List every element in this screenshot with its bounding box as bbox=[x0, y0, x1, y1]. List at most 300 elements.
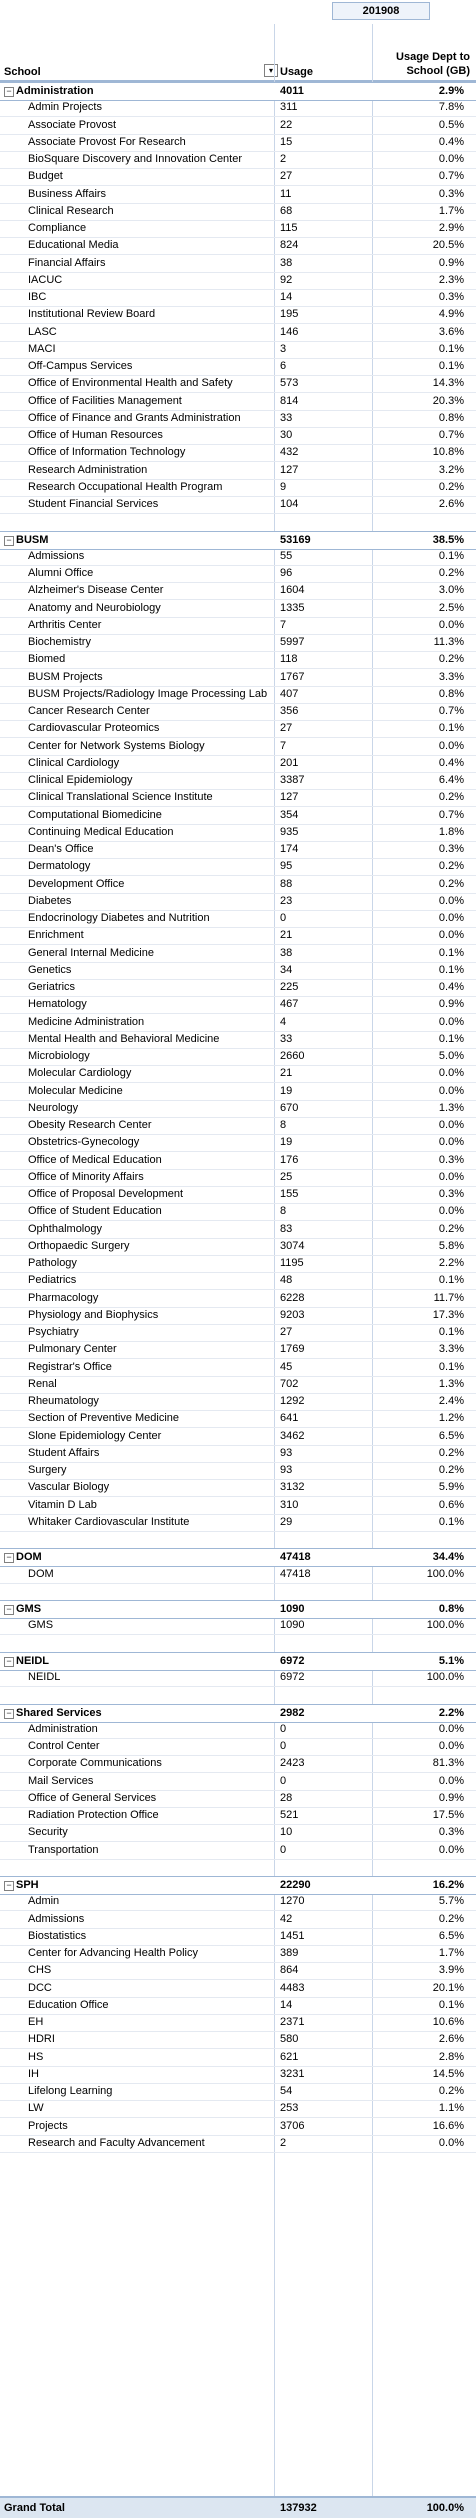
group-row[interactable] bbox=[0, 1652, 476, 1671]
dept-name: Institutional Review Board bbox=[28, 308, 156, 321]
table-row bbox=[0, 927, 476, 945]
dept-name: Center for Advancing Health Policy bbox=[28, 1947, 198, 1959]
group-row[interactable] bbox=[0, 1876, 476, 1895]
dept-name: Microbiology bbox=[28, 1050, 90, 1062]
dept-name: MACI bbox=[28, 342, 56, 355]
dept-pct: 0.0% bbox=[438, 894, 464, 907]
dept-name: Ophthalmology bbox=[28, 1222, 102, 1235]
dept-usage: 3706 bbox=[280, 2119, 305, 2132]
table-row bbox=[0, 651, 476, 669]
dept-name: Orthopaedic Surgery bbox=[28, 1239, 130, 1252]
dept-name: Office of General Services bbox=[28, 1791, 157, 1804]
dept-usage: 6972 bbox=[280, 1671, 305, 1683]
dept-name: Office of Human Resources bbox=[28, 429, 163, 441]
dept-name: Cardiovascular Proteomics bbox=[28, 722, 160, 735]
table-row bbox=[0, 1928, 476, 1946]
table-row bbox=[0, 1738, 476, 1756]
collapse-minus-icon[interactable]: − bbox=[4, 1657, 14, 1667]
dept-usage: 3 bbox=[280, 342, 287, 355]
dept-pct: 0.2% bbox=[438, 860, 464, 873]
dept-pct: 2.4% bbox=[438, 1395, 464, 1407]
collapse-minus-icon[interactable]: − bbox=[4, 1881, 14, 1891]
dept-pct: 0.1% bbox=[438, 946, 464, 959]
dept-pct: 5.0% bbox=[438, 1050, 464, 1062]
dept-pct: 0.1% bbox=[438, 1326, 464, 1338]
group-usage: 6972 bbox=[280, 1654, 305, 1667]
table-row bbox=[0, 1100, 476, 1118]
table-row bbox=[0, 203, 476, 221]
dept-pct: 0.0% bbox=[438, 1205, 464, 1218]
collapse-minus-icon[interactable]: − bbox=[4, 1553, 14, 1563]
table-row bbox=[0, 1962, 476, 1980]
dept-name: Research and Faculty Advancement bbox=[28, 2136, 205, 2149]
dept-name: Registrar's Office bbox=[28, 1360, 112, 1373]
dept-pct: 20.5% bbox=[432, 239, 464, 252]
table-row bbox=[0, 617, 476, 635]
dept-usage: 573 bbox=[280, 377, 299, 390]
group-usage: 2982 bbox=[280, 1706, 305, 1719]
dept-pct: 0.1% bbox=[438, 722, 464, 735]
dept-name: General Internal Medicine bbox=[28, 946, 154, 959]
dept-name: Alzheimer's Disease Center bbox=[28, 584, 164, 597]
table-row bbox=[0, 427, 476, 445]
dept-pct: 1.3% bbox=[438, 1101, 464, 1114]
dept-usage: 28 bbox=[280, 1791, 293, 1804]
dept-usage: 814 bbox=[280, 394, 299, 407]
table-row bbox=[0, 2118, 476, 2136]
dept-pct: 0.2% bbox=[438, 1222, 464, 1235]
dept-pct: 3.3% bbox=[438, 1343, 464, 1356]
dept-pct: 0.7% bbox=[438, 170, 464, 183]
dept-usage: 311 bbox=[280, 101, 298, 114]
dept-name: Biostatistics bbox=[28, 1929, 87, 1942]
dept-name: IH bbox=[28, 2067, 39, 2080]
dept-name: Budget bbox=[28, 170, 63, 183]
dept-name: Rheumatology bbox=[28, 1395, 99, 1407]
table-row bbox=[0, 2135, 476, 2153]
dept-name: Student Affairs bbox=[28, 1446, 100, 1459]
table-row bbox=[0, 996, 476, 1014]
dept-usage: 6228 bbox=[280, 1291, 305, 1304]
dept-pct: 6.5% bbox=[438, 1429, 464, 1442]
table-row bbox=[0, 1186, 476, 1204]
dept-usage: 2423 bbox=[280, 1757, 305, 1770]
dept-pct: 1.2% bbox=[438, 1412, 464, 1425]
table-row bbox=[0, 1790, 476, 1808]
dept-name: Financial Affairs bbox=[28, 256, 106, 269]
dept-usage: 8 bbox=[280, 1119, 287, 1131]
table-row bbox=[0, 910, 476, 928]
dept-pct: 2.9% bbox=[438, 222, 464, 234]
dept-name: Office of Medical Education bbox=[28, 1153, 162, 1166]
dept-name: Lifelong Learning bbox=[28, 2085, 113, 2097]
dept-usage: 174 bbox=[280, 843, 299, 855]
table-row bbox=[0, 1842, 476, 1860]
dept-name: Research Occupational Health Program bbox=[28, 480, 223, 493]
table-row bbox=[0, 841, 476, 859]
dept-name: Student Financial Services bbox=[28, 498, 159, 510]
dept-name: Office of Finance and Grants Administration bbox=[28, 411, 241, 424]
dept-usage: 25 bbox=[280, 1170, 293, 1183]
dept-usage: 9 bbox=[280, 480, 287, 493]
dept-usage: 641 bbox=[280, 1412, 299, 1425]
dept-name: Obesity Research Center bbox=[28, 1119, 152, 1131]
dept-name: Administration bbox=[28, 1722, 98, 1735]
dept-pct: 0.0% bbox=[438, 1119, 464, 1131]
dept-name: Admin bbox=[28, 1895, 60, 1908]
table-row bbox=[0, 1514, 476, 1532]
dept-pct: 0.0% bbox=[438, 153, 464, 165]
dept-usage: 104 bbox=[280, 498, 299, 510]
dept-pct: 0.7% bbox=[438, 705, 464, 717]
dept-pct: 0.0% bbox=[438, 1774, 464, 1787]
dept-pct: 0.1% bbox=[438, 549, 464, 562]
dept-usage: 702 bbox=[280, 1377, 299, 1390]
dept-usage: 864 bbox=[280, 1964, 299, 1977]
dept-name: Clinical Translational Science Institute bbox=[28, 791, 213, 804]
group-pct: 5.1% bbox=[438, 1654, 464, 1667]
table-row bbox=[0, 1117, 476, 1135]
group-row[interactable] bbox=[0, 82, 476, 101]
usage-column-header[interactable]: Usage bbox=[280, 66, 314, 78]
table-row bbox=[0, 117, 476, 135]
dept-name: Slone Epidemiology Center bbox=[28, 1429, 162, 1442]
dept-name: Pediatrics bbox=[28, 1274, 77, 1287]
dept-name: HS bbox=[28, 2050, 44, 2063]
table-row bbox=[0, 1773, 476, 1791]
table-row bbox=[0, 410, 476, 428]
dept-usage: 3074 bbox=[280, 1239, 305, 1252]
dept-name: Control Center bbox=[28, 1740, 100, 1752]
dept-usage: 118 bbox=[280, 653, 298, 666]
pct-column-header[interactable]: Usage Dept to School (GB) bbox=[396, 51, 470, 77]
dept-usage: 467 bbox=[280, 998, 299, 1011]
dept-usage: 38 bbox=[280, 256, 293, 269]
dept-pct: 100.0% bbox=[426, 1671, 464, 1683]
table-row bbox=[0, 548, 476, 566]
dept-pct: 2.6% bbox=[438, 498, 464, 510]
table-row bbox=[0, 1721, 476, 1739]
table-row bbox=[0, 1911, 476, 1929]
group-name: NEIDL bbox=[16, 1654, 49, 1667]
dept-name: Corporate Communications bbox=[28, 1757, 162, 1770]
dept-pct: 3.9% bbox=[438, 1964, 464, 1977]
dept-usage: 45 bbox=[280, 1360, 293, 1373]
dept-name: DCC bbox=[28, 1981, 52, 1994]
dept-usage: 7 bbox=[280, 739, 287, 752]
collapse-minus-icon[interactable]: − bbox=[4, 1605, 14, 1615]
dept-usage: 93 bbox=[280, 1464, 293, 1476]
table-header bbox=[0, 24, 476, 82]
dept-name: Geriatrics bbox=[28, 981, 76, 993]
dept-usage: 3387 bbox=[280, 774, 305, 786]
table-row bbox=[0, 186, 476, 204]
dept-name: Dermatology bbox=[28, 860, 91, 873]
dept-name: Psychiatry bbox=[28, 1326, 79, 1338]
dept-usage: 9203 bbox=[280, 1308, 305, 1321]
group-row[interactable] bbox=[0, 1600, 476, 1619]
dept-usage: 2371 bbox=[280, 2016, 305, 2028]
dept-usage: 155 bbox=[280, 1188, 299, 1200]
group-pct: 0.8% bbox=[438, 1603, 464, 1615]
table-row bbox=[0, 755, 476, 773]
dept-usage: 83 bbox=[280, 1222, 293, 1235]
dept-usage: 354 bbox=[280, 808, 299, 821]
dept-usage: 0 bbox=[280, 912, 287, 924]
dept-name: Office of Student Education bbox=[28, 1205, 162, 1218]
dept-usage: 21 bbox=[280, 929, 293, 942]
dept-pct: 0.3% bbox=[438, 1826, 464, 1839]
dept-pct: 11.3% bbox=[433, 636, 464, 648]
dept-usage: 115 bbox=[280, 222, 298, 234]
table-row bbox=[0, 1479, 476, 1497]
table-row bbox=[0, 1065, 476, 1083]
dept-usage: 1195 bbox=[280, 1257, 304, 1269]
dept-usage: 1292 bbox=[280, 1395, 305, 1407]
dept-pct: 20.3% bbox=[432, 394, 464, 407]
dept-pct: 0.2% bbox=[438, 653, 464, 666]
table-row bbox=[0, 1617, 476, 1635]
table-row bbox=[0, 151, 476, 169]
dept-usage: 1769 bbox=[280, 1343, 305, 1356]
dept-usage: 310 bbox=[280, 1498, 299, 1511]
dept-pct: 0.0% bbox=[438, 2136, 464, 2149]
dept-usage: 4 bbox=[280, 1015, 287, 1028]
dept-pct: 4.9% bbox=[438, 308, 464, 321]
collapse-minus-icon[interactable]: − bbox=[4, 87, 14, 97]
table-row bbox=[0, 1341, 476, 1359]
group-usage: 4011 bbox=[280, 85, 304, 97]
table-row bbox=[0, 255, 476, 273]
group-name: SPH bbox=[16, 1879, 39, 1891]
dept-pct: 5.9% bbox=[438, 1481, 464, 1494]
dept-pct: 14.3% bbox=[432, 377, 464, 390]
dept-pct: 0.3% bbox=[438, 291, 464, 303]
table-row bbox=[0, 1324, 476, 1342]
group-pct: 34.4% bbox=[432, 1551, 464, 1564]
dept-usage: 15 bbox=[280, 135, 293, 148]
dept-usage: 3231 bbox=[280, 2067, 305, 2080]
dept-name: Molecular Medicine bbox=[28, 1084, 123, 1097]
dept-name: Continuing Medical Education bbox=[28, 825, 174, 838]
dept-usage: 88 bbox=[280, 877, 293, 890]
dept-usage: 824 bbox=[280, 239, 299, 252]
dept-pct: 6.4% bbox=[438, 774, 464, 786]
dept-pct: 0.3% bbox=[438, 843, 464, 855]
dept-name: BUSM Projects/Radiology Image Processing Lab bbox=[28, 687, 268, 700]
collapse-minus-icon[interactable]: − bbox=[4, 1709, 14, 1719]
dept-usage: 580 bbox=[280, 2033, 299, 2046]
dept-pct: 0.2% bbox=[438, 480, 464, 493]
group-usage: 53169 bbox=[280, 533, 311, 546]
dept-usage: 96 bbox=[280, 567, 293, 579]
dept-name: Office of Facilities Management bbox=[28, 394, 182, 407]
table-row bbox=[0, 1359, 476, 1377]
table-row bbox=[0, 858, 476, 876]
dept-pct: 100.0% bbox=[426, 1619, 464, 1632]
dept-name: Educational Media bbox=[28, 239, 119, 252]
dept-usage: 48 bbox=[280, 1274, 293, 1287]
dept-pct: 1.7% bbox=[438, 204, 464, 217]
table-row bbox=[0, 1307, 476, 1325]
dept-pct: 0.0% bbox=[438, 739, 464, 752]
table-row bbox=[0, 1031, 476, 1049]
dept-pct: 20.1% bbox=[432, 1981, 464, 1994]
filter-dropdown-icon[interactable]: ▾ bbox=[264, 64, 278, 77]
table-row bbox=[0, 824, 476, 842]
group-name: DOM bbox=[16, 1551, 42, 1564]
grand-total-label: Grand Total bbox=[4, 2502, 65, 2514]
dept-usage: 201 bbox=[280, 756, 299, 769]
dept-name: Renal bbox=[28, 1377, 57, 1390]
dept-name: Business Affairs bbox=[28, 187, 107, 200]
table-row bbox=[0, 1893, 476, 1911]
dept-name: Office of Minority Affairs bbox=[28, 1170, 144, 1183]
dept-pct: 0.9% bbox=[438, 1791, 464, 1804]
dept-pct: 0.1% bbox=[438, 1274, 464, 1287]
group-name: GMS bbox=[16, 1603, 42, 1615]
dept-name: Alumni Office bbox=[28, 567, 94, 579]
dept-name: Surgery bbox=[28, 1464, 67, 1476]
dept-name: Cancer Research Center bbox=[28, 705, 150, 717]
table-row bbox=[0, 375, 476, 393]
dept-pct: 11.7% bbox=[433, 1291, 464, 1304]
table-row bbox=[0, 1824, 476, 1842]
table-row bbox=[0, 1807, 476, 1825]
table-row bbox=[0, 393, 476, 411]
dept-usage: 19 bbox=[280, 1136, 293, 1149]
dept-name: LW bbox=[28, 2102, 44, 2115]
dept-pct: 1.1% bbox=[438, 2102, 464, 2115]
dept-usage: 93 bbox=[280, 1446, 293, 1459]
dept-pct: 17.3% bbox=[432, 1308, 464, 1321]
school-column-header[interactable]: School bbox=[4, 66, 41, 78]
group-pct: 2.9% bbox=[438, 85, 464, 97]
dept-pct: 0.0% bbox=[438, 1740, 464, 1752]
dept-name: Office of Proposal Development bbox=[28, 1188, 184, 1200]
dept-pct: 0.3% bbox=[438, 187, 464, 200]
dept-pct: 0.0% bbox=[438, 1067, 464, 1080]
table-row bbox=[0, 496, 476, 514]
dept-pct: 81.3% bbox=[432, 1757, 464, 1770]
dept-usage: 432 bbox=[280, 446, 299, 459]
group-usage: 22290 bbox=[280, 1879, 311, 1891]
table-row bbox=[0, 876, 476, 894]
dept-name: Radiation Protection Office bbox=[28, 1809, 159, 1821]
dept-usage: 3132 bbox=[280, 1481, 305, 1494]
dept-usage: 27 bbox=[280, 1326, 293, 1338]
dept-name: Medicine Administration bbox=[28, 1015, 145, 1028]
dept-pct: 2.5% bbox=[438, 601, 464, 614]
dept-pct: 0.2% bbox=[438, 2085, 464, 2097]
dept-name: Diabetes bbox=[28, 894, 72, 907]
dept-usage: 195 bbox=[280, 308, 299, 321]
dept-name: Neurology bbox=[28, 1101, 79, 1114]
group-pct: 38.5% bbox=[432, 533, 464, 546]
group-row[interactable] bbox=[0, 531, 476, 550]
dept-name: Anatomy and Neurobiology bbox=[28, 601, 161, 614]
dept-usage: 7 bbox=[280, 618, 287, 631]
table-row bbox=[0, 1255, 476, 1273]
dept-usage: 1451 bbox=[280, 1929, 305, 1942]
dept-name: Biomed bbox=[28, 653, 66, 666]
dept-name: Section of Preventive Medicine bbox=[28, 1412, 180, 1425]
dept-name: NEIDL bbox=[28, 1671, 61, 1683]
dept-name: Admin Projects bbox=[28, 101, 102, 114]
table-row bbox=[0, 893, 476, 911]
table-row bbox=[0, 703, 476, 721]
dept-name: Genetics bbox=[28, 963, 72, 976]
dept-usage: 27 bbox=[280, 722, 293, 735]
table-row bbox=[0, 600, 476, 618]
dept-usage: 1767 bbox=[280, 670, 305, 683]
dept-pct: 0.2% bbox=[438, 1446, 464, 1459]
dept-usage: 127 bbox=[280, 463, 299, 476]
dept-usage: 6 bbox=[280, 360, 287, 372]
dept-usage: 34 bbox=[280, 963, 293, 976]
dept-name: Enrichment bbox=[28, 929, 84, 942]
table-row bbox=[0, 1014, 476, 1032]
dept-name: Office of Information Technology bbox=[28, 446, 186, 459]
dept-usage: 225 bbox=[280, 981, 299, 993]
dept-pct: 3.0% bbox=[438, 584, 464, 597]
dept-name: CHS bbox=[28, 1964, 52, 1977]
dept-name: Vitamin D Lab bbox=[28, 1498, 97, 1511]
dept-pct: 0.0% bbox=[438, 618, 464, 631]
table-row bbox=[0, 479, 476, 497]
dept-usage: 8 bbox=[280, 1205, 287, 1218]
dept-usage: 27 bbox=[280, 170, 293, 183]
dept-pct: 3.2% bbox=[438, 463, 464, 476]
dept-pct: 0.2% bbox=[438, 1464, 464, 1476]
dept-pct: 3.6% bbox=[438, 325, 464, 338]
dept-pct: 16.6% bbox=[432, 2119, 464, 2132]
dept-pct: 0.3% bbox=[438, 1153, 464, 1166]
table-row bbox=[0, 738, 476, 756]
table-row bbox=[0, 1497, 476, 1515]
dept-name: Physiology and Biophysics bbox=[28, 1308, 159, 1321]
table-row bbox=[0, 1445, 476, 1463]
dept-usage: 935 bbox=[280, 825, 299, 838]
dept-name: Admissions bbox=[28, 549, 85, 562]
dept-name: Projects bbox=[28, 2119, 68, 2132]
table-row bbox=[0, 1566, 476, 1584]
table-row bbox=[0, 807, 476, 825]
dept-pct: 0.0% bbox=[438, 1170, 464, 1183]
table-row bbox=[0, 1393, 476, 1411]
dept-pct: 5.8% bbox=[438, 1239, 464, 1252]
dept-usage: 5997 bbox=[280, 636, 305, 648]
period-column-header[interactable]: 201908 bbox=[332, 2, 430, 20]
table-row bbox=[0, 1169, 476, 1187]
collapse-minus-icon[interactable]: − bbox=[4, 536, 14, 546]
group-row[interactable] bbox=[0, 1548, 476, 1567]
dept-usage: 10 bbox=[280, 1826, 293, 1839]
dept-pct: 5.7% bbox=[438, 1895, 464, 1908]
dept-pct: 0.7% bbox=[438, 429, 464, 441]
dept-pct: 0.5% bbox=[438, 118, 464, 131]
dept-usage: 1335 bbox=[280, 601, 305, 614]
dept-name: Associate Provost For Research bbox=[28, 135, 186, 148]
table-row bbox=[0, 1083, 476, 1101]
table-row bbox=[0, 272, 476, 290]
dept-name: Development Office bbox=[28, 877, 125, 890]
dept-usage: 4483 bbox=[280, 1981, 305, 1994]
dept-pct: 14.5% bbox=[432, 2067, 464, 2080]
group-row[interactable] bbox=[0, 1704, 476, 1723]
dept-usage: 33 bbox=[280, 1032, 293, 1045]
table-row bbox=[0, 237, 476, 255]
